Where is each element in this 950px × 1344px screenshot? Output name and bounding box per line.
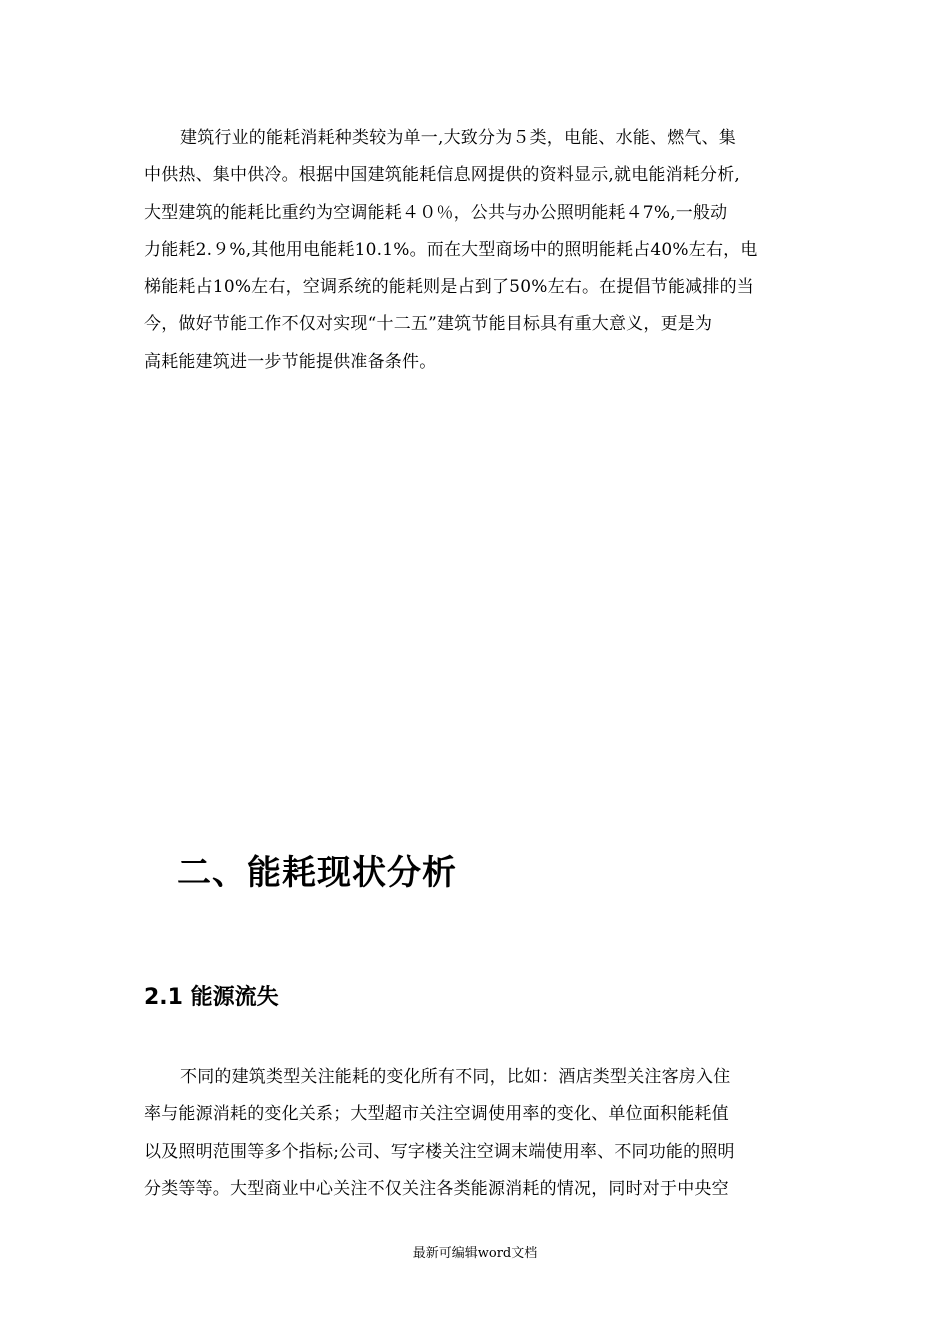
paragraph-line: 不同的建筑类型关注能耗的变化所有不同，比如：酒店类型关注客房入住 [180,1067,731,1087]
paragraph-line: 分类等等。大型商业中心关注不仅关注各类能源消耗的情况，同时对于中央空 [144,1178,729,1199]
paragraph-line: 大型建筑的能耗比重约为空调能耗４０％，公共与办公照明能耗４7%,一般动 [144,202,728,223]
paragraph-line: 率与能源消耗的变化关系；大型超市关注空调使用率的变化、单位面积能耗值 [144,1104,729,1125]
paragraph-line: 力能耗2.９%,其他用电能耗10.1%。而在大型商场中的照明能耗占40%左右，电 [144,239,758,260]
paragraph-line: 今，做好节能工作不仅对实现“十二五”建筑节能目标具有重大意义，更是为 [144,314,713,335]
paragraph-line: 以及照明范围等多个指标;公司、写字楼关注空调末端使用率、不同功能的照明 [144,1141,735,1162]
paragraph-energy-consumption [144,120,814,381]
paragraph-line: 建筑行业的能耗消耗种类较为单一,大致分为５类，电能、水能、燃气、集 [180,128,737,148]
chapter-heading: 二、能耗现状分析 [177,853,457,893]
paragraph-line: 高耗能建筑进一步节能提供准备条件。 [144,351,437,372]
paragraph-line: 中供热、集中供冷。根据中国建筑能耗信息网提供的资料显示,就电能消耗分析, [144,165,741,186]
page-footer: 最新可编辑word文档 [412,1246,538,1261]
paragraph-line: 梯能耗占10%左右，空调系统的能耗则是占到了50%左右。在提倡节能减排的当 [144,277,754,298]
paragraph-energy-loss [144,1059,814,1208]
section-heading: 2.1 能源流失 [144,985,279,1010]
